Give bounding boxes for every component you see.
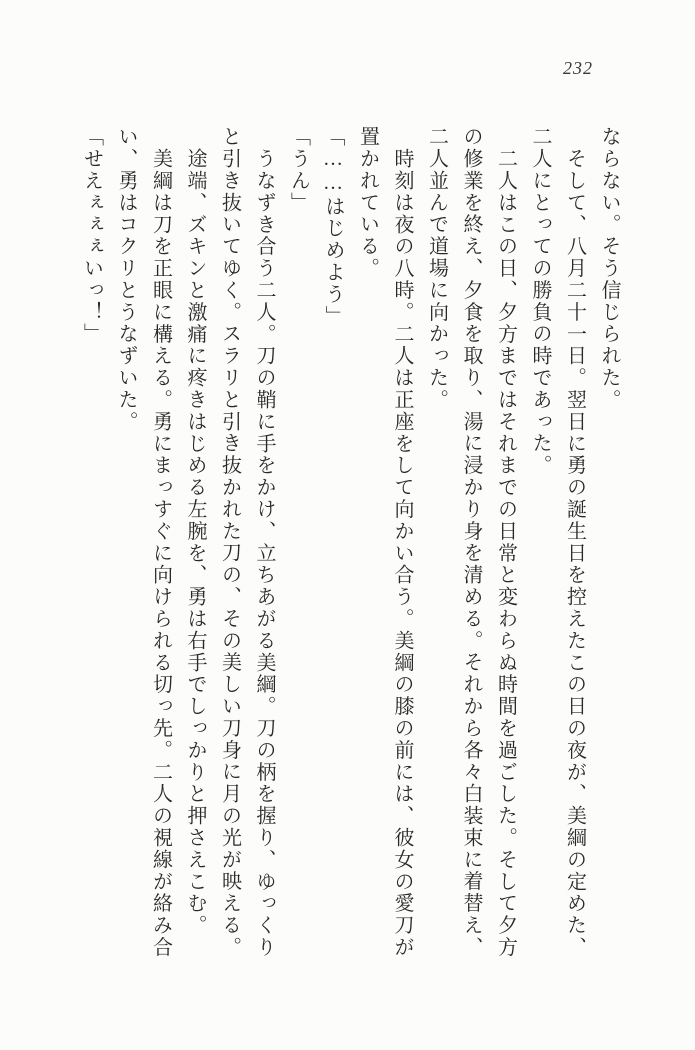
text-line: 「うん」 — [287, 126, 310, 214]
text-line: 二人並んで道場に向かった。 — [425, 126, 448, 411]
text-line: そして、八月二十一日。翌日に勇の誕生日を控えたこの日の夜が、美綱の定めた、 — [563, 148, 586, 959]
text-line: い、勇はコクリとうなずいた。 — [115, 126, 137, 433]
text-line: 美綱は刀を正眼に構える。勇にまっすぐに向けられる切っ先。二人の視線が絡み合 — [149, 148, 172, 959]
text-line: 「……はじめよう」 — [322, 126, 344, 328]
page-number: 232 — [563, 58, 593, 78]
text-line: 二人にとっての勝負の時であった。 — [529, 126, 551, 477]
text-line: ならない。そう信じられた。 — [598, 126, 620, 411]
text-line: 「せえぇぇぇいっ！」 — [80, 126, 103, 345]
text-block — [67, 126, 619, 962]
text-line: 二人はこの日、夕方まではそれまでの日常と変わらぬ時間を過ごした。そして夕方 — [494, 148, 517, 959]
text-line: 置かれている。 — [356, 126, 379, 280]
text-line: 途端、ズキンと激痛に疼きはじめる左腕を、勇は右手でしっかりと押さえこむ。 — [184, 148, 206, 937]
text-line: うなずき合う二人。刀の鞘に手をかけ、立ちあがる美綱。刀の柄を握り、ゆっくり — [253, 148, 275, 959]
text-line: と引き抜いてゆく。スラリと引き抜かれた刀の、その美しい刀身に月の光が映える。 — [218, 126, 241, 959]
text-line: の修業を終え、夕食を取り、湯に浸かり身を清める。それから各々白装束に着替え、 — [460, 126, 482, 959]
text-line: 時刻は夜の八時。二人は正座をして向かい合う。美綱の膝の前には、彼女の愛刀が — [391, 148, 413, 959]
